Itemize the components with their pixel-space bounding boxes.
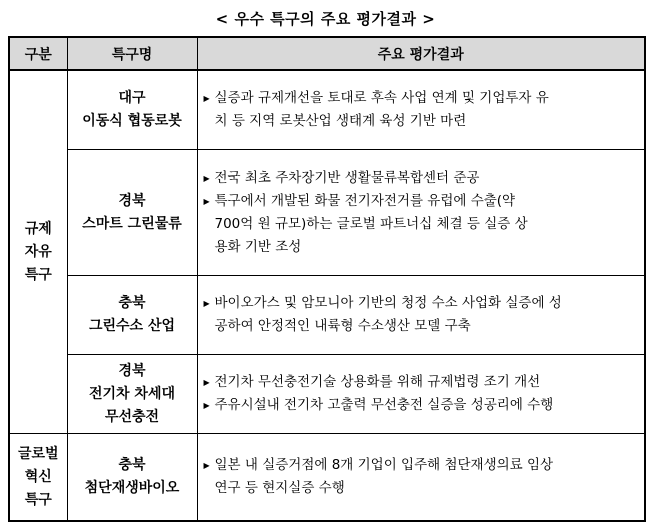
result-item <box>204 454 637 500</box>
zone-region: 경북 <box>118 192 146 209</box>
result-line: 공하여 안정적인 내륙형 수소생산 모델 구축 <box>214 318 471 334</box>
category-line: 혁신 <box>24 468 52 485</box>
zone-region: 충북 <box>118 457 146 473</box>
bullet-arrow-icon: ▶ <box>203 401 210 410</box>
zone-name-cell <box>67 70 197 150</box>
result-item <box>204 394 637 417</box>
result-cell <box>197 276 645 355</box>
zone-region: 대구 <box>118 90 146 106</box>
zone-title: 첨단재생바이오 <box>84 480 180 496</box>
zone-region: 충북 <box>118 295 146 311</box>
bullet-arrow-icon: ▶ <box>203 173 210 183</box>
result-item <box>204 190 637 259</box>
result-line: 전기차 무선충전기술 상용화를 위해 규제법령 조기 개선 <box>214 374 541 390</box>
category-cell-regulation-free-zone <box>9 70 67 434</box>
result-line: 치 등 지역 로봇산업 생태계 육성 기반 마련 <box>214 113 467 129</box>
bullet-arrow-icon: ▶ <box>203 196 210 206</box>
result-cell <box>197 355 645 434</box>
table-row <box>9 70 645 150</box>
result-item <box>204 292 637 338</box>
page-title: < 우수 특구의 주요 평가결과 > <box>215 10 436 28</box>
zone-name-cell <box>67 276 197 355</box>
result-line: 특구에서 개발된 화물 전기자전거를 유럽에 수출(약 <box>214 192 516 209</box>
category-line: 글로벌 <box>17 445 59 462</box>
result-line: 바이오가스 및 암모니아 기반의 청정 수소 사업화 실증에 성 <box>214 295 562 311</box>
bullet-arrow-icon: ▶ <box>203 378 210 387</box>
result-line: 연구 등 현지실증 수행 <box>214 480 345 496</box>
table-row <box>9 276 645 355</box>
zone-title: 그린수소 산업 <box>88 318 176 334</box>
result-line: 용화 기반 조성 <box>214 238 302 255</box>
result-item <box>204 167 637 190</box>
evaluation-results-table <box>8 36 646 522</box>
bullet-arrow-icon: ▶ <box>203 299 210 308</box>
result-line: 700억 원 규모)하는 글로벌 파트너십 체결 등 실증 상 <box>214 215 528 232</box>
bullet-arrow-icon: ▶ <box>203 461 210 470</box>
zone-name-cell <box>67 150 197 276</box>
result-item <box>204 371 637 394</box>
table-header-row <box>9 37 645 70</box>
header-zone-name: 특구명 <box>67 37 197 70</box>
category-line: 규제 <box>24 220 52 237</box>
result-line: 일본 내 실증거점에 8개 기업이 입주해 첨단재생의료 임상 <box>214 457 554 473</box>
result-cell <box>197 434 645 522</box>
zone-name-cell <box>67 434 197 522</box>
bullet-arrow-icon: ▶ <box>203 94 210 103</box>
table-row <box>9 355 645 434</box>
table-row <box>9 434 645 522</box>
category-line: 특구 <box>24 266 52 283</box>
zone-name-cell <box>67 355 197 434</box>
result-cell <box>197 150 645 276</box>
zone-title: 이동식 협동로봇 <box>82 113 182 129</box>
table-row <box>9 150 645 276</box>
zone-title: 무선충전 <box>104 408 160 425</box>
result-item <box>204 87 637 133</box>
result-line: 전국 최초 주차장기반 생활물류복합센터 준공 <box>214 169 480 186</box>
zone-title: 전기차 차세대 <box>88 385 176 402</box>
result-line: 주유시설내 전기차 고출력 무선충전 실증을 성공리에 수행 <box>214 397 554 413</box>
result-cell <box>197 70 645 150</box>
header-category: 구분 <box>9 37 67 70</box>
header-main-results: 주요 평가결과 <box>197 37 645 70</box>
zone-region: 경북 <box>118 362 146 379</box>
result-line: 실증과 규제개선을 토대로 후속 사업 연계 및 기업투자 유 <box>214 90 549 106</box>
category-line: 자유 <box>24 243 52 260</box>
zone-title: 스마트 그린물류 <box>82 215 182 232</box>
category-cell-global-innovation-zone <box>9 434 67 522</box>
category-line: 특구 <box>24 491 52 508</box>
